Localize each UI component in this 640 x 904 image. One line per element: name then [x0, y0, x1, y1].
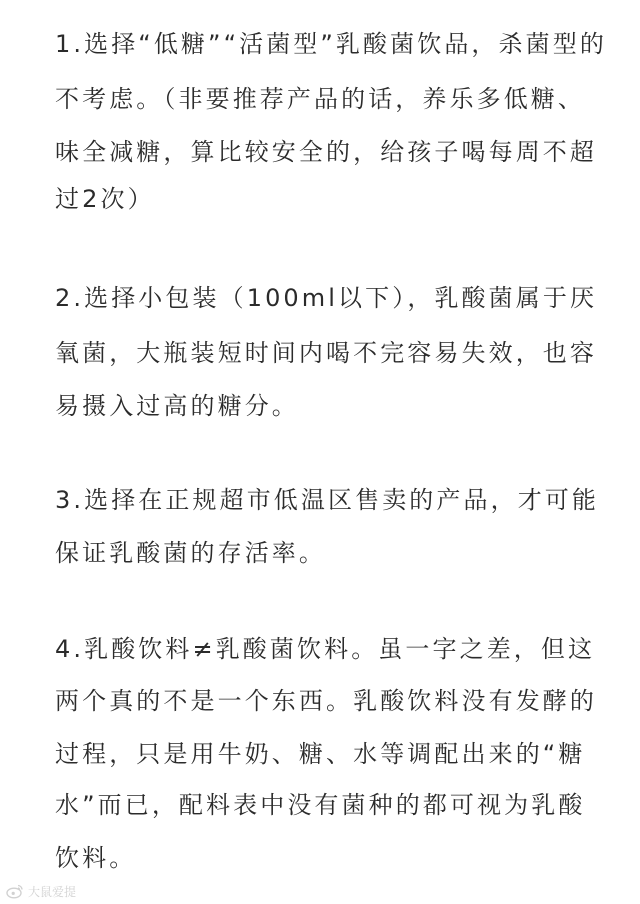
text-line: 水”而已，配料表中没有菌种的都可视为乳酸 — [55, 791, 586, 819]
text-line: 过2次） — [55, 185, 155, 213]
weibo-logo-icon — [6, 883, 24, 899]
text-line: 保证乳酸菌的存活率。 — [55, 539, 326, 567]
text-line: 易摄入过高的糖分。 — [55, 392, 299, 420]
text-line: 2.选择小包装（100ml以下），乳酸菌属于厌 — [55, 284, 598, 312]
text-line: 过程，只是用牛奶、糖、水等调配出来的“糖 — [55, 740, 586, 768]
text-line: 氧菌，大瓶装短时间内喝不完容易失效，也容 — [55, 339, 597, 367]
text-line: 4.乳酸饮料≠乳酸菌饮料。虽一字之差，但这 — [55, 635, 596, 663]
watermark-text: 大鼠爱提 — [28, 884, 77, 899]
text-line: 味全减糖，算比较安全的，给孩子喝每周不超 — [55, 138, 597, 166]
text-line: 不考虑。（非要推荐产品的话，养乐多低糖、 — [55, 85, 585, 113]
text-line: 3.选择在正规超市低温区售卖的产品，才可能 — [55, 486, 599, 514]
text-line: 1.选择“低糖”“活菌型”乳酸菌饮品，杀菌型的 — [55, 30, 607, 58]
text-line: 两个真的不是一个东西。乳酸饮料没有发酵的 — [55, 687, 597, 715]
watermark — [6, 882, 76, 900]
text-line: 饮料。 — [55, 844, 137, 872]
